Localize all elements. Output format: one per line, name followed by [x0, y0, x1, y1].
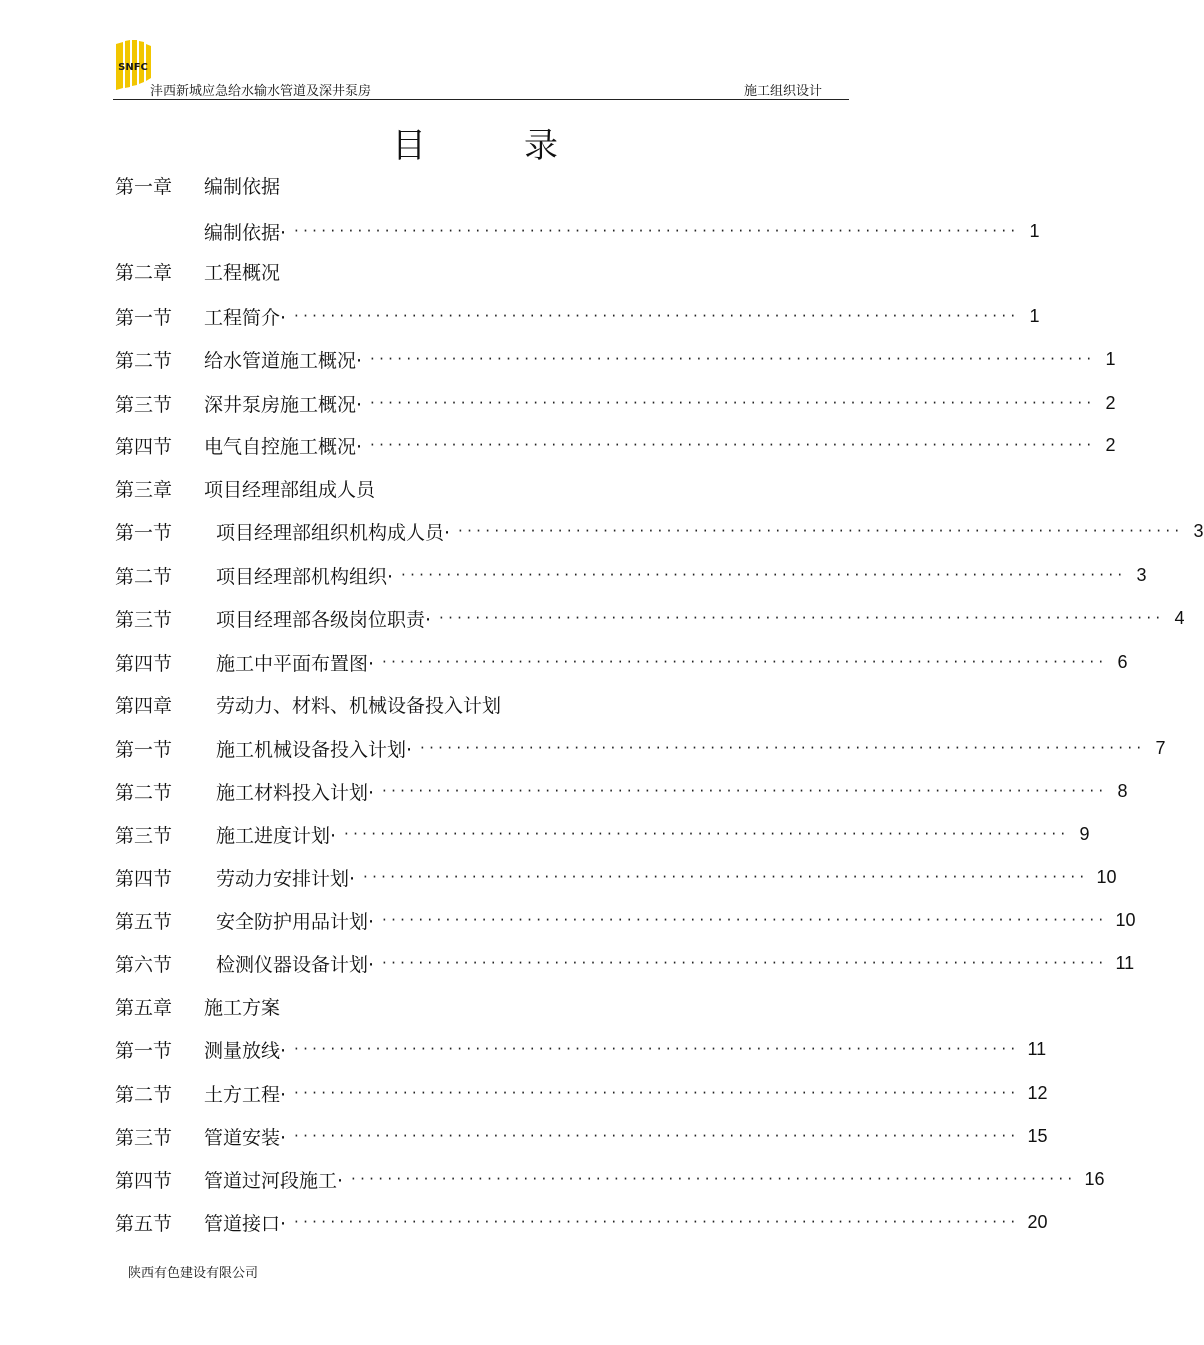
logo-text: SNFC: [118, 62, 148, 73]
toc-dot-leader: ················································································: [382, 653, 1108, 671]
toc-page-number: 8: [1117, 780, 1128, 801]
toc-entry-number: 第四节: [115, 435, 173, 458]
toc-entry[interactable]: [115, 689, 849, 719]
toc-entry-title: 管道接口·: [204, 1212, 287, 1235]
toc-dot-leader: ················································································: [351, 1170, 1077, 1188]
toc-entry[interactable]: [115, 603, 1185, 633]
toc-entry-title: 深井泵房施工概况·: [204, 393, 363, 416]
toc-entry-title: 管道过河段施工·: [204, 1169, 344, 1192]
toc-entry-title: 项目经理部各级岗位职责·: [216, 608, 432, 631]
toc-entry[interactable]: [115, 1121, 1048, 1151]
toc-dot-leader: ················································································: [458, 522, 1184, 540]
footer-company: 陕西有色建设有限公司: [128, 1266, 259, 1281]
toc-dot-leader: ················································································: [370, 350, 1096, 368]
toc-dot-leader: ················································································: [382, 782, 1108, 800]
toc-entry-number: 第二章: [115, 261, 173, 284]
toc-dot-leader: ················································································: [294, 307, 1020, 325]
toc-entry-title: 项目经理部组成人员: [204, 478, 376, 501]
toc-entry-title: 施工机械设备投入计划·: [216, 738, 413, 761]
snfc-logo: [113, 38, 153, 92]
toc-dot-leader: ················································································: [439, 609, 1165, 627]
toc-entry[interactable]: [115, 388, 1116, 418]
toc-entry-number: 第五节: [115, 910, 173, 933]
toc-entry-number: 第二节: [115, 1083, 173, 1106]
toc-page-number: 1: [1105, 348, 1116, 369]
toc-entry-title: 管道安装·: [204, 1126, 287, 1149]
toc-dot-leader: ················································································: [370, 436, 1096, 454]
toc-entry-title: 工程概况: [204, 261, 281, 284]
document-type: 施工组织设计: [743, 84, 822, 99]
toc-entry-number: 第二节: [115, 349, 173, 372]
toc-entry-title: 编制依据: [204, 175, 281, 198]
toc-title: 目 录: [392, 126, 590, 166]
project-title: 沣西新城应急给水输水管道及深井泵房: [150, 84, 372, 99]
toc-page-number: 3: [1136, 564, 1147, 585]
toc-entry-number: 第一节: [115, 521, 173, 544]
toc-page-number: 16: [1084, 1168, 1105, 1189]
toc-entry-title: 编制依据·: [204, 221, 287, 244]
toc-entry[interactable]: [115, 1078, 1048, 1108]
toc-entry-number: 第二节: [115, 565, 173, 588]
toc-entry-title: 劳动力、材料、机械设备投入计划: [216, 694, 502, 717]
toc-entry[interactable]: [115, 819, 1090, 849]
toc-entry-title: 劳动力安排计划·: [216, 867, 356, 890]
toc-entry-number: 第三章: [115, 478, 173, 501]
toc-entry-number: 第三节: [115, 1126, 173, 1149]
toc-entry[interactable]: [115, 560, 1147, 590]
toc-page-number: 11: [1115, 952, 1135, 973]
toc-dot-leader: ················································································: [382, 911, 1108, 929]
toc-entry[interactable]: [115, 1207, 1048, 1237]
toc-dot-leader: ················································································: [382, 954, 1108, 972]
toc-entry[interactable]: [115, 473, 849, 503]
toc-entry-title: 项目经理部组织机构成人员·: [216, 521, 451, 544]
toc-entry[interactable]: [115, 216, 1040, 246]
toc-page-number: 1: [1029, 305, 1040, 326]
toc-entry-title: 给水管道施工概况·: [204, 349, 363, 372]
toc-entry-title: 施工方案: [204, 996, 281, 1019]
toc-entry-title: 工程简介·: [204, 306, 287, 329]
toc-entry-title: 安全防护用品计划·: [216, 910, 375, 933]
toc-page-number: 1: [1029, 220, 1040, 241]
toc-entry-number: 第三节: [115, 608, 173, 631]
toc-entry-number: 第五节: [115, 1212, 173, 1235]
toc-entry-title: 测量放线·: [204, 1039, 287, 1062]
header-divider: [113, 99, 849, 100]
toc-entry-number: 第三节: [115, 824, 173, 847]
toc-entry-number: 第五章: [115, 996, 173, 1019]
toc-entry[interactable]: [115, 430, 1116, 460]
toc-page-number: 10: [1115, 909, 1136, 930]
toc-entry-number: 第四章: [115, 694, 173, 717]
toc-page-number: 7: [1155, 737, 1166, 758]
toc-entry[interactable]: [115, 344, 1116, 374]
toc-page-number: 10: [1096, 866, 1117, 887]
toc-entry-title: 电气自控施工概况·: [204, 435, 363, 458]
toc-entry[interactable]: [115, 776, 1128, 806]
toc-page-number: 9: [1079, 823, 1090, 844]
toc-dot-leader: ················································································: [344, 825, 1070, 843]
toc-dot-leader: ················································································: [370, 394, 1096, 412]
toc-entry-title: 施工进度计划·: [216, 824, 337, 847]
toc-entry[interactable]: [115, 1034, 1047, 1064]
toc-page-number: 15: [1027, 1125, 1048, 1146]
toc-page-number: 6: [1117, 651, 1128, 672]
toc-dot-leader: ················································································: [363, 868, 1089, 886]
toc-page-number: 20: [1027, 1211, 1048, 1232]
toc-entry-title: 施工材料投入计划·: [216, 781, 375, 804]
toc-dot-leader: ················································································: [294, 1040, 1020, 1058]
toc-entry-number: 第一节: [115, 306, 173, 329]
toc-entry-number: 第二节: [115, 781, 173, 804]
toc-entry-title: 土方工程·: [204, 1083, 287, 1106]
toc-entry-number: 第四节: [115, 1169, 173, 1192]
toc-entry[interactable]: [115, 647, 1128, 677]
toc-page-number: 2: [1105, 434, 1116, 455]
toc-entry-number: 第三节: [115, 393, 173, 416]
toc-dot-leader: ················································································: [294, 1127, 1020, 1145]
toc-entry-number: 第一节: [115, 738, 173, 761]
toc-page-number: 2: [1105, 392, 1116, 413]
toc-entry-number: 第六节: [115, 953, 173, 976]
toc-entry-number: 第一节: [115, 1039, 173, 1062]
toc-page-number: 12: [1027, 1082, 1048, 1103]
toc-entry[interactable]: [115, 948, 1135, 978]
toc-dot-leader: ················································································: [294, 1213, 1020, 1231]
toc-entry[interactable]: [115, 905, 1136, 935]
toc-entry[interactable]: [115, 991, 849, 1021]
toc-dot-leader: ················································································: [294, 1084, 1020, 1102]
page-header: [113, 36, 849, 100]
toc-page-number: 3: [1193, 520, 1204, 541]
toc-entry-title: 检测仪器设备计划·: [216, 953, 375, 976]
toc-entry[interactable]: [115, 170, 849, 200]
toc-page-number: 4: [1174, 607, 1185, 628]
toc-dot-leader: ················································································: [401, 566, 1127, 584]
toc-entry[interactable]: [115, 733, 1166, 763]
toc-entry[interactable]: [115, 862, 1117, 892]
toc-entry-number: 第四节: [115, 652, 173, 675]
toc-entry-number: 第四节: [115, 867, 173, 890]
toc-entry[interactable]: [115, 516, 1204, 546]
toc-entry-number: 第一章: [115, 175, 173, 198]
toc-entry[interactable]: [115, 1164, 1105, 1194]
toc-entry-title: 施工中平面布置图·: [216, 652, 375, 675]
toc-entry[interactable]: [115, 256, 849, 286]
toc-entry-title: 项目经理部机构组织·: [216, 565, 394, 588]
toc-page-number: 11: [1027, 1038, 1047, 1059]
toc-entry[interactable]: [115, 301, 1040, 331]
toc-dot-leader: ················································································: [294, 222, 1020, 240]
toc-dot-leader: ················································································: [420, 739, 1146, 757]
